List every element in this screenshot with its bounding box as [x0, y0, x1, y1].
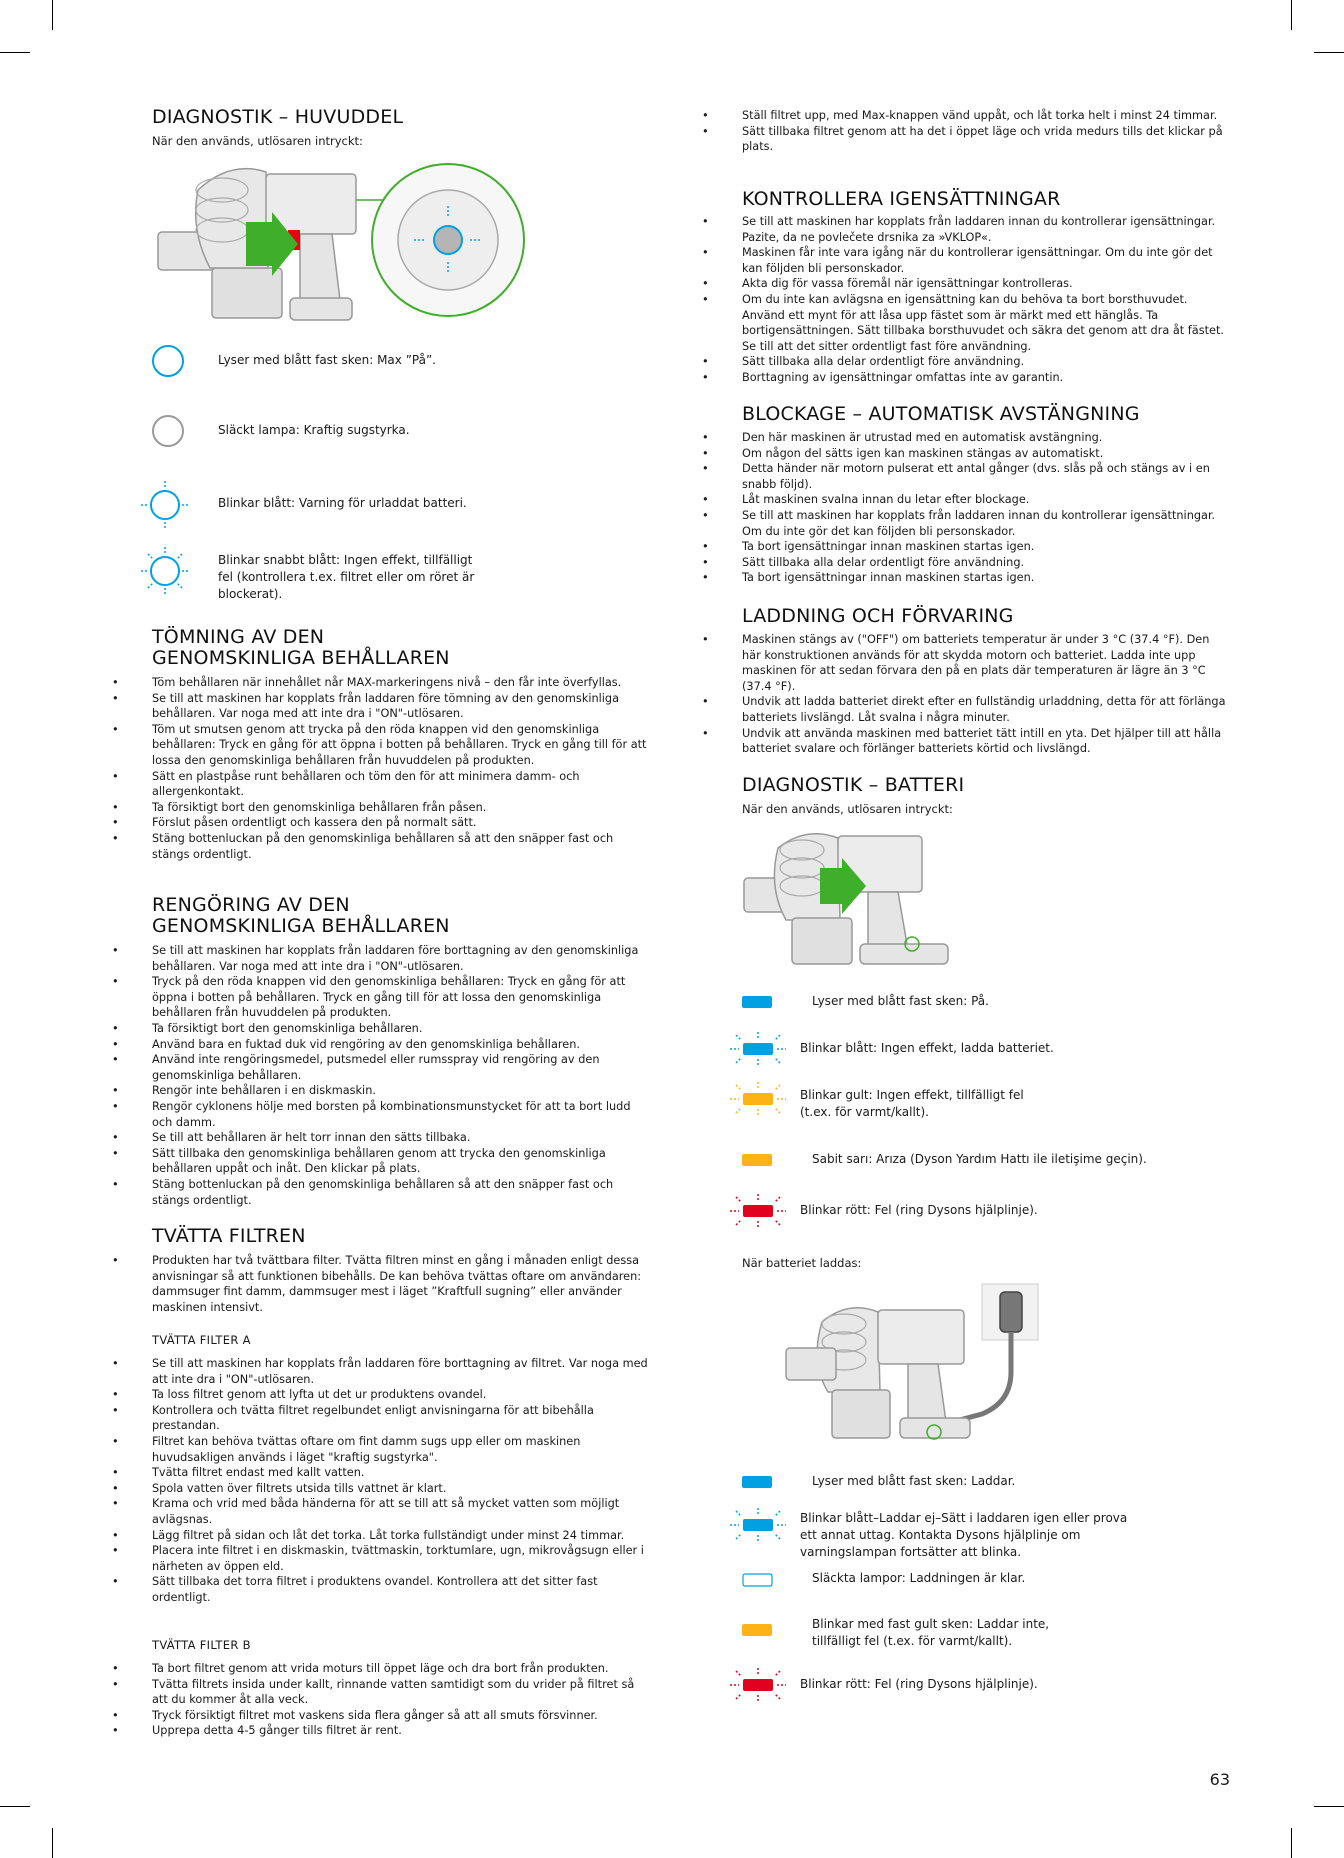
vacuum-battery-illustration	[742, 828, 952, 970]
filter-a-list	[152, 1356, 648, 1606]
filter-a-title: TVÄTTA FILTER A	[152, 1333, 251, 1347]
indicator-text: Blinkar rött: Fel (ring Dysons hjälplinje).	[800, 1677, 1038, 1691]
list-item: • Rengör cyklonens hölje med borsten på kombinationsmunstycket för att ta bort ludd och damm.	[152, 1099, 648, 1130]
list-item: • Maskinen stängs av ("OFF") om batteriets temperatur är under 3 °C (37.4 °F). Den här konstruktionen används för att skydda motorn och batteriet. Ladda inte upp maskinen för att sedan förvara den på en plats där temperaturen är lägre än 3 °C (37.4 °F).	[742, 632, 1228, 694]
list-item: • Stäng bottenluckan på den genomskinliga behållaren så att den snäpper fast och stängs ordentligt.	[152, 1177, 648, 1208]
grey-ring-icon	[150, 413, 186, 449]
empty-bar-icon	[742, 1568, 782, 1592]
crop-mark	[0, 52, 30, 53]
list-item: • Låt maskinen svalna innan du letar efter blockage.	[742, 492, 1228, 508]
filter-b-continued-list	[742, 108, 1228, 155]
cleaning-title-2: GENOMSKINLIGA BEHÅLLAREN	[152, 915, 450, 937]
list-item: • Sätt en plastpåse runt behållaren och töm den för att minimera damm- och allergenkontakt.	[152, 769, 648, 800]
indicator-text: Blinkar blått–Laddar ej–Sätt i laddaren igen eller prova ett annat uttag. Kontakta Dysons hjälplinje om varningslampan fortsätter att blinka.	[800, 1511, 1128, 1559]
list-item: • Sätt tillbaka alla delar ordentligt före användning.	[742, 354, 1228, 370]
solid-blue-ring-icon	[150, 343, 186, 379]
list-item: • Filtret kan behöva tvättas oftare om fint damm sugs upp eller om maskinen huvudsakligen används i läget "kraftig sugstyrka".	[152, 1434, 648, 1465]
solid-blue-bar-icon	[742, 1470, 782, 1494]
crop-mark	[52, 1828, 53, 1858]
list-item: • Använd inte rengöringsmedel, putsmedel eller rumsspray vid rengöring av den genomskinliga behållaren.	[152, 1052, 648, 1083]
list-item: • Töm behållaren när innehållet når MAX-markeringens nivå – den får inte överfyllas.	[152, 675, 648, 691]
list-item: • Kontrollera och tvätta filtret regelbundet enligt anvisningarna för att bibehålla prestandan.	[152, 1403, 648, 1434]
list-item: • Töm ut smutsen genom att trycka på den röda knappen vid den genomskinliga behållaren: Tryck en gång för att öppna i botten på behållaren. Tryck en gång till för att lossa den genomskinliga behållaren från huvuddelen på produkten.	[152, 722, 648, 769]
indicator-row	[742, 1470, 1015, 1494]
indicator-row	[742, 1616, 1082, 1650]
crop-mark	[1314, 52, 1344, 53]
indicator-text: Blinkar blått: Varning för urladdat batteri.	[218, 496, 467, 510]
list-item: • Se till att maskinen har kopplats från laddaren före borttagning av den genomskinliga behållaren. Var noga med att inte dra i "ON"-utlösaren.	[152, 943, 648, 974]
list-item: • Detta händer när motorn pulserat ett antal gånger (dvs. slås på och stängs av i en snabb följd).	[742, 461, 1228, 492]
indicator-row	[742, 990, 989, 1014]
list-item: • Sätt tillbaka den genomskinliga behållaren genom att trycka den genomskinliga behållaren uppåt och inåt. Den klickar på plats.	[152, 1146, 648, 1177]
solid-yellow-bar-icon	[742, 1616, 782, 1640]
list-item: • Se till att maskinen har kopplats från laddaren innan du kontrollerar igensättningar. Om du inte gör det kan följden bli personskador.	[742, 508, 1228, 539]
auto-shutoff-title: BLOCKAGE – AUTOMATISK AVSTÄNGNING	[742, 403, 1140, 425]
filter-b-title: TVÄTTA FILTER B	[152, 1638, 251, 1652]
list-item: • Lägg filtret på sidan och låt det torka. Låt torka fullständigt under minst 24 timmar.	[152, 1528, 648, 1544]
charging-list	[742, 632, 1228, 757]
diag-battery-title: DIAGNOSTIK – BATTERI	[742, 774, 965, 796]
list-item: • Om någon del sätts igen kan maskinen stängas av automatiskt.	[742, 446, 1228, 462]
list-item: • Placera inte filtret i en diskmaskin, tvättmaskin, torktumlare, ugn, mikrovågsugn eller i närheten av öppen eld.	[152, 1543, 648, 1574]
blockage-check-title: KONTROLLERA IGENSÄTTNINGAR	[742, 188, 1061, 210]
list-item: • Den här maskinen är utrustad med en automatisk avstängning.	[742, 430, 1228, 446]
vacuum-head-illustration	[150, 160, 530, 325]
indicator-row	[140, 546, 488, 603]
diag-battery-subtitle: När den används, utlösaren intryckt:	[742, 802, 953, 816]
indicator-text: Blinkar gult: Ingen effekt, tillfälligt fel (t.ex. för varmt/kallt).	[800, 1088, 1024, 1119]
page-number: 63	[1209, 1770, 1230, 1789]
list-item: • Använd bara en fuktad duk vid rengöring av den genomskinliga behållaren.	[152, 1037, 648, 1053]
indicator-text: Sabit sarı: Arıza (Dyson Yardım Hattı ile iletişime geçin).	[812, 1152, 1147, 1166]
list-item: • Produkten har två tvättbara filter. Tvätta filtren minst en gång i månaden enligt dessa anvisningar så att funktionen bibehålls. De kan behöva tvättas oftare om användaren: dammsuger fint damm, dammsuger mest i läget ”Kraftfull sugning” eller använder maskinen intensivt.	[152, 1253, 648, 1315]
indicator-text: Blinkar rött: Fel (ring Dysons hjälplinje).	[800, 1203, 1038, 1217]
blinking-blue-ring-icon	[140, 480, 190, 530]
list-item: • Ta försiktigt bort den genomskinliga behållaren från påsen.	[152, 800, 648, 816]
list-item: • Maskinen får inte vara igång när du kontrollerar igensättningar. Om du inte gör det kan följden bli personskador.	[742, 245, 1228, 276]
indicator-row	[742, 1568, 1025, 1592]
list-item: • Se till att maskinen har kopplats från laddaren innan du kontrollerar igensättningar. Pazite, da ne povlečete drsnika za »VKLOP«.	[742, 214, 1228, 245]
indicator-row	[150, 413, 410, 449]
list-item: • Upprepa detta 4-5 gånger tills filtret är rent.	[152, 1723, 648, 1739]
list-item: • Spola vatten över filtrets utsida tills vattnet är klart.	[152, 1481, 648, 1497]
crop-mark	[52, 0, 53, 30]
indicator-row	[742, 1148, 1147, 1172]
list-item: • Ta försiktigt bort den genomskinliga behållaren.	[152, 1021, 648, 1037]
list-item: • Undvik att ladda batteriet direkt efter en fullständig urladdning, detta för att förlänga batteriets livslängd. Låt svalna i några minuter.	[742, 694, 1228, 725]
charging-title: LADDNING OCH FÖRVARING	[742, 605, 1014, 627]
list-item: • Rengör inte behållaren i en diskmaskin.	[152, 1083, 648, 1099]
crop-mark	[1291, 1828, 1292, 1858]
filter-b-list	[152, 1661, 648, 1739]
list-item: • Ta loss filtret genom att lyfta ut det ur produktens ovandel.	[152, 1387, 648, 1403]
list-item: • Tryck försiktigt filtret mot vaskens sida flera gånger så att all smuts försvinner.	[152, 1708, 648, 1724]
list-item: • Ta bort igensättningar innan maskinen startas igen.	[742, 539, 1228, 555]
indicator-text: Blinkar med fast gult sken: Laddar inte, tillfälligt fel (t.ex. för varmt/kallt).	[812, 1617, 1050, 1648]
wash-filters-intro	[152, 1253, 648, 1315]
list-item: • Se till att maskinen har kopplats från laddaren före tömning av den genomskinliga behållaren. Var noga med att inte dra i "ON"-utlösaren.	[152, 691, 648, 722]
list-item: • Se till att behållaren är helt torr innan den sätts tillbaka.	[152, 1130, 648, 1146]
indicator-row	[730, 1508, 1140, 1561]
vacuum-charging-illustration	[782, 1282, 1062, 1457]
blinking-red-bar-icon	[730, 1194, 786, 1228]
list-item: • Sätt tillbaka alla delar ordentligt före användning.	[742, 555, 1228, 571]
diag-head-subtitle: När den används, utlösaren intryckt:	[152, 134, 363, 148]
blinking-yellow-bar-icon	[730, 1082, 786, 1116]
fast-blinking-blue-ring-icon	[140, 546, 190, 596]
blinking-blue-bar-icon	[730, 1508, 786, 1542]
indicator-row	[730, 1032, 1054, 1066]
list-item: • Krama och vrid med båda händerna för att se till att så mycket vatten som möjligt avlägsnas.	[152, 1496, 648, 1527]
indicator-text: Släckt lampa: Kraftig sugstyrka.	[218, 423, 410, 437]
list-item: • Ställ filtret upp, med Max-knappen vänd uppåt, och låt torka helt i minst 24 timmar.	[742, 108, 1228, 124]
cleaning-list	[152, 943, 648, 1208]
auto-shutoff-list	[742, 430, 1228, 586]
list-item: • Sätt tillbaka filtret genom att ha det i öppet läge och vrida medurs tills det klickar på plats.	[742, 124, 1228, 155]
wash-filters-title: TVÄTTA FILTREN	[152, 1225, 306, 1247]
diag-head-title: DIAGNOSTIK – HUVUDDEL	[152, 106, 404, 128]
list-item: • Förslut påsen ordentligt och kassera den på normalt sätt.	[152, 815, 648, 831]
blinking-blue-bar-icon	[730, 1032, 786, 1066]
list-item: • Tryck på den röda knappen vid den genomskinliga behållaren: Tryck en gång för att öppna i botten på behållaren. Tryck en gång till för att lossa den genomskinliga behållaren från huvuddelen på produkten.	[152, 974, 648, 1021]
solid-yellow-bar-icon	[742, 1148, 782, 1172]
list-item: • Se till att maskinen har kopplats från laddaren före borttagning av filtret. Var noga med att inte dra i "ON"-utlösaren.	[152, 1356, 648, 1387]
indicator-row	[730, 1082, 1050, 1121]
indicator-text: Lyser med blått fast sken: Max ”På”.	[218, 353, 436, 367]
list-item: • Tvätta filtret endast med kallt vatten.	[152, 1465, 648, 1481]
list-item: • Tvätta filtrets insida under kallt, rinnande vatten samtidigt som du vrider på filtret så att du kommer åt alla veck.	[152, 1677, 648, 1708]
crop-mark	[1291, 0, 1292, 30]
indicator-row	[140, 480, 467, 530]
indicator-text: Lyser med blått fast sken: På.	[812, 994, 989, 1008]
crop-mark	[1314, 1806, 1344, 1807]
solid-blue-bar-icon	[742, 990, 782, 1014]
list-item: • Akta dig för vassa föremål när igensättningar kontrolleras.	[742, 276, 1228, 292]
indicator-row	[730, 1668, 1038, 1702]
blinking-red-bar-icon	[730, 1668, 786, 1702]
charging-label: När batteriet laddas:	[742, 1256, 862, 1270]
indicator-text: Blinkar snabbt blått: Ingen effekt, tillfälligt fel (kontrollera t.ex. filtret eller om röret är blockerat).	[218, 553, 475, 601]
emptying-list	[152, 675, 648, 862]
list-item: • Om du inte kan avlägsna en igensättning kan du behöva ta bort borsthuvudet. Använd ett mynt för att låsa upp fästet som är märkt med ett hänglås. Ta bortigensättningen. Sätt tillbaka borsthuvudet och säkra det genom att dra åt fästet. Se till att det sitter ordentligt fast före användning.	[742, 292, 1228, 354]
list-item: • Ta bort igensättningar innan maskinen startas igen.	[742, 570, 1228, 586]
indicator-text: Släckta lampor: Laddningen är klar.	[812, 1571, 1026, 1585]
blockage-check-list	[742, 214, 1228, 386]
indicator-row	[150, 343, 436, 379]
crop-mark	[0, 1806, 30, 1807]
list-item: • Undvik att använda maskinen med batteriet tätt intill en yta. Det hjälper till att hålla batteriet svalare och förlänger batteriets körtid och livslängd.	[742, 726, 1228, 757]
indicator-text: Blinkar blått: Ingen effekt, ladda batteriet.	[800, 1041, 1054, 1055]
list-item: • Sätt tillbaka det torra filtret i produktens ovandel. Kontrollera att det sitter fast ordentligt.	[152, 1574, 648, 1605]
indicator-row	[730, 1194, 1038, 1228]
cleaning-title-1: RENGÖRING AV DEN	[152, 894, 350, 916]
emptying-title-2: GENOMSKINLIGA BEHÅLLAREN	[152, 647, 450, 669]
list-item: • Stäng bottenluckan på den genomskinliga behållaren så att den snäpper fast och stängs ordentligt.	[152, 831, 648, 862]
indicator-text: Lyser med blått fast sken: Laddar.	[812, 1474, 1016, 1488]
list-item: • Ta bort filtret genom att vrida moturs till öppet läge och dra bort från produkten.	[152, 1661, 648, 1677]
list-item: • Borttagning av igensättningar omfattas inte av garantin.	[742, 370, 1228, 386]
emptying-title-1: TÖMNING AV DEN	[152, 626, 325, 648]
